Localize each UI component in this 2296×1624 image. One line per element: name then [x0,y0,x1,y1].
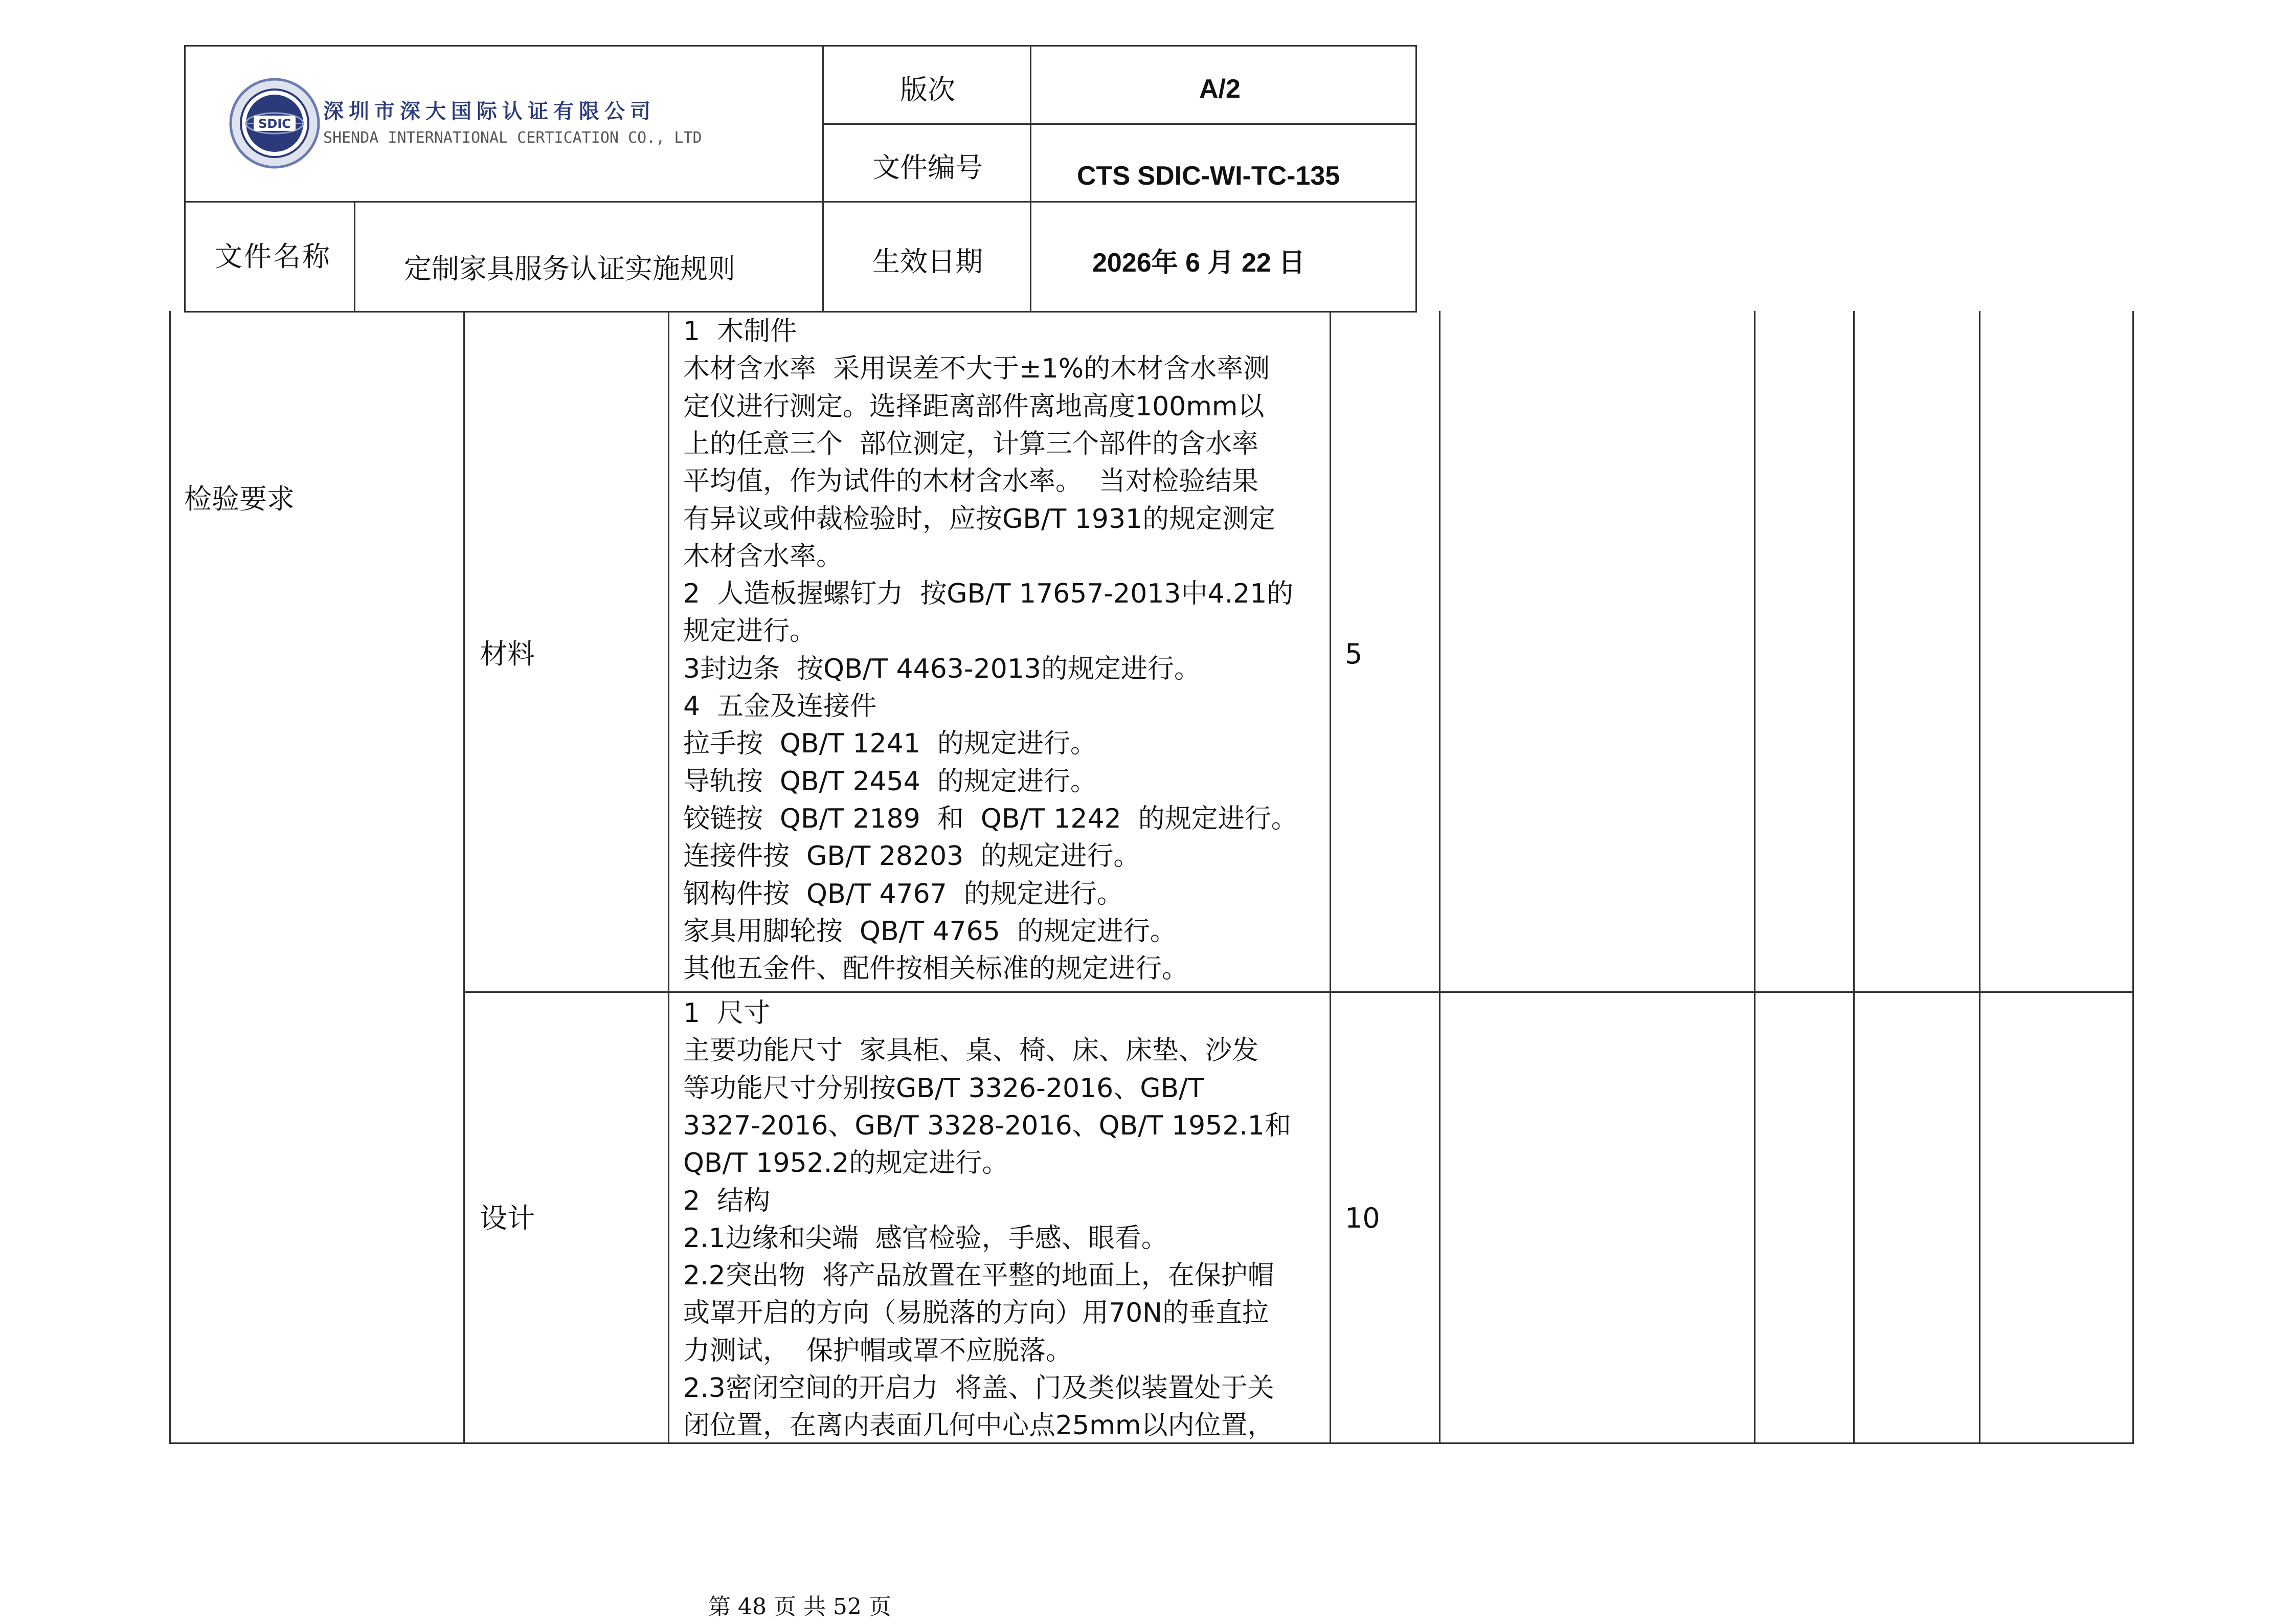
text-line: 2 结构 [683,1185,771,1216]
text-line: 闭位置，在离内表面几何中心点25mm以内位置， [683,1410,1274,1441]
text-line: 3327-2016、GB/T 3328-2016、QB/T 1952.1和 [683,1110,1292,1141]
score-value: 10 [1345,1202,1380,1234]
text-line: 木材含水率 采用误差不大于±1%的木材含水率测 [683,353,1270,385]
version-value: A/2 [1199,74,1241,104]
doc-number-label: 文件编号 [872,151,983,184]
section-label: 检验要求 [184,483,295,515]
text-line: 拉手按 QB/T 1241 的规定进行。 [683,728,1097,760]
text-line: 连接件按 GB/T 28203 的规定进行。 [683,841,1140,872]
text-line: 规定进行。 [683,616,817,647]
company-name-cn: 深圳市深大国际认证有限公司 [323,99,656,123]
text-line: 等功能尺寸分别按GB/T 3326-2016、GB/T [683,1073,1204,1104]
text-line: 1 木制件 [683,316,797,347]
page-number: 第 48 页 共 52 页 [708,1594,891,1620]
doc-number-value: CTS SDIC-WI-TC-135 [1077,161,1340,191]
text-line: 导轨按 QB/T 2454 的规定进行。 [683,766,1097,797]
version-label: 版次 [900,74,955,106]
company-name-en: SHENDA INTERNATIONAL CERTICATION CO., LTD [323,129,702,147]
text-line: 主要功能尺寸 家具柜、桌、椅、床、床垫、沙发 [683,1035,1259,1066]
text-line: 家具用脚轮按 QB/T 4765 的规定进行。 [683,916,1177,947]
text-line: 2.1边缘和尖端 感官检验，手感、眼看。 [683,1222,1168,1254]
text-line: 3封边条 按QB/T 4463-2013的规定进行。 [683,653,1201,684]
text-line: 1 尺寸 [683,998,771,1029]
text-line: 或罩开启的方向（易脱落的方向）用70N的垂直拉 [683,1298,1269,1329]
text-line: 2.3密闭空间的开启力 将盖、门及类似装置处于关 [683,1373,1274,1404]
item-label: 材料 [480,638,535,670]
text-line: 力测试， 保护帽或罩不应脱落。 [683,1335,1073,1366]
text-line: 上的任意三个 部位测定，计算三个部件的含水率 [683,428,1259,459]
text-line: 钢构件按 QB/T 4767 的规定进行。 [683,878,1123,909]
doc-name-label: 文件名称 [215,240,331,273]
text-line: QB/T 1952.2的规定进行。 [683,1148,1009,1179]
text-line: 其他五金件、配件按相关标准的规定进行。 [683,953,1189,985]
text-line: 2 人造板握螺钉力 按GB/T 17657-2013中4.21的 [683,579,1294,610]
doc-name-value: 定制家具服务认证实施规则 [404,253,735,285]
score-value: 5 [1345,638,1363,670]
text-line: 2.2突出物 将产品放置在平整的地面上，在保护帽 [683,1260,1274,1292]
effective-date-value: 2026年 6 月 22 日 [1092,248,1305,278]
text-line: 定仪进行测定。选择距离部件离地高度100mm以 [683,391,1265,422]
text-line: 铰链按 QB/T 2189 和 QB/T 1242 的规定进行。 [683,803,1298,834]
effective-date-label: 生效日期 [872,246,983,278]
text-line: 有异议或仲裁检验时，应按GB/T 1931的规定测定 [683,503,1276,535]
item-label: 设计 [480,1202,535,1234]
sdic-seal-icon [228,77,321,170]
text-line: 平均值，作为试件的木材含水率。 当对检验结果 [683,466,1259,497]
svg-text:SDIC: SDIC [258,117,291,131]
text-line: 4 五金及连接件 [683,691,877,722]
text-line: 木材含水率。 [683,541,843,572]
